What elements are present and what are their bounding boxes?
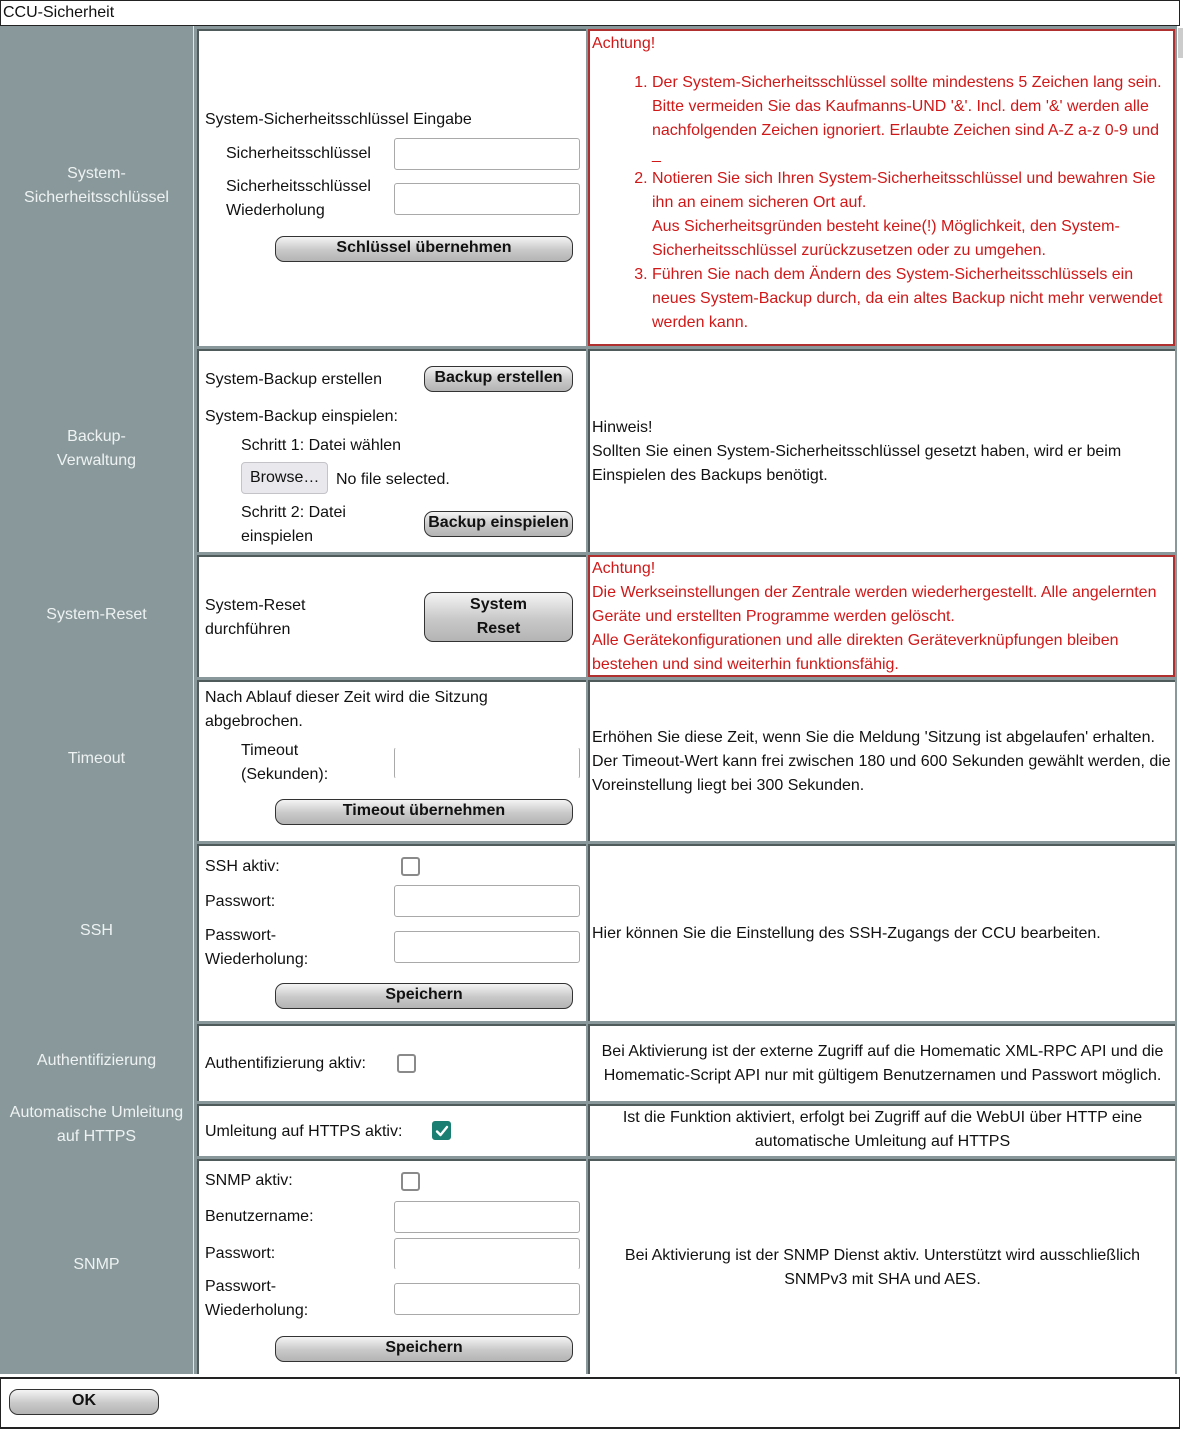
key-heading: System-Sicherheitsschlüssel Eingabe <box>205 111 472 128</box>
system-reset-button[interactable] <box>424 592 573 642</box>
window-title: CCU-Sicherheit <box>0 0 1180 26</box>
row-security-key <box>0 26 1177 346</box>
snmp-password-repeat-label-2: Wiederholung: <box>205 1302 309 1319</box>
security-key-repeat-input[interactable] <box>394 183 580 215</box>
key-label: Sicherheitsschlüssel <box>226 145 371 162</box>
scrollbar[interactable] <box>1178 28 1183 58</box>
create-backup-label: System-Backup erstellen <box>205 371 382 388</box>
step1-label: Schritt 1: Datei wählen <box>241 437 402 454</box>
snmp-password-input[interactable] <box>394 1238 580 1270</box>
auth-active-label: Authentifizierung aktiv: <box>205 1055 366 1072</box>
auth-form <box>197 1024 586 1101</box>
ssh-active-label: SSH aktiv: <box>205 858 280 875</box>
ssh-save-button[interactable]: Speichern <box>275 983 573 1009</box>
apply-timeout-button[interactable]: Timeout übernehmen <box>275 799 573 825</box>
file-status: No file selected. <box>336 471 450 488</box>
info-text: Hier können Sie die Einstellung des SSH-Zugangs der CCU bearbeiten. <box>592 924 1101 942</box>
warning-text: Alle Gerätekonfigurationen und alle direkten Geräteverknüpfungen bleiben bestehen und sind weiterhin funktionsfähig. <box>592 632 1119 673</box>
row-label: Timeout <box>0 677 194 841</box>
warning-item-text: Notieren Sie sich Ihren System-Sicherheitsschlüssel und bewahren Sie ihn an einem sicheren Ort auf. <box>652 170 1156 211</box>
timeout-form <box>197 680 586 841</box>
warning-item: 3. Führen Sie nach dem Ändern des System-Sicherheitsschlüssels ein neues System-Backup durch, da ein altes Backup nicht mehr verwendet werden kann. <box>652 263 1171 335</box>
timeout-description: Nach Ablauf dieser Zeit wird die Sitzung abgebrochen. <box>205 689 488 730</box>
dialog-footer <box>0 1377 1180 1429</box>
button-line: Reset <box>476 620 521 637</box>
settings-table <box>0 26 1177 1374</box>
snmp-save-button[interactable]: Speichern <box>275 1336 573 1362</box>
warning-item <box>652 167 1171 263</box>
key-repeat-label-1: Sicherheitsschlüssel <box>226 178 371 195</box>
warning-title: Achtung! <box>592 35 656 52</box>
auth-info <box>588 1024 1175 1101</box>
restore-backup-button[interactable]: Backup einspielen <box>424 511 573 537</box>
auth-active-checkbox[interactable] <box>397 1054 416 1073</box>
hint-text: Sollten Sie einen System-Sicherheitsschlüssel gesetzt haben, wird er beim Einspielen des Backups benötigt. <box>592 442 1122 484</box>
checkmark-icon <box>435 1124 449 1138</box>
ok-button[interactable]: OK <box>9 1389 159 1415</box>
warning-item-extra: Aus Sicherheitsgründen besteht keine(!) Möglichkeit, den System-Sicherheitsschlüssel zurückzusetzen oder zu umgehen. <box>652 218 1120 259</box>
warning-list <box>592 71 1171 335</box>
snmp-password-repeat-label-1: Passwort- <box>205 1278 277 1295</box>
ssh-password-repeat-label-1: Passwort- <box>205 927 277 944</box>
warning-text: Die Werkseinstellungen der Zentrale werden wiederhergestellt. Alle angelernten Geräte und erstellten Programme werden gelöscht. <box>592 584 1157 625</box>
timeout-info <box>588 680 1175 841</box>
row-label: Automatische Umleitung auf HTTPS <box>0 1101 194 1156</box>
info-text: Ist die Funktion aktiviert, erfolgt bei Zugriff auf die WebUI über HTTP eine automatische Umleitung auf HTTPS <box>622 1109 1143 1150</box>
row-system-reset <box>0 552 1177 677</box>
backup-form <box>197 349 586 552</box>
restore-backup-label: System-Backup einspielen: <box>205 408 398 425</box>
ssh-password-input[interactable] <box>394 885 580 917</box>
https-active-checkbox[interactable] <box>432 1121 451 1140</box>
row-backup <box>0 346 1177 552</box>
backup-hint <box>588 349 1175 552</box>
https-info <box>588 1104 1175 1156</box>
row-ssh <box>0 841 1177 1021</box>
row-snmp <box>0 1156 1177 1374</box>
create-backup-button[interactable]: Backup erstellen <box>424 366 573 392</box>
ssh-info <box>588 844 1175 1021</box>
row-timeout <box>0 677 1177 841</box>
info-text: Bei Aktivierung ist der SNMP Dienst aktiv. Unterstützt wird ausschließlich SNMPv3 mit SHA und AES. <box>624 1246 1141 1288</box>
https-form <box>197 1104 586 1156</box>
security-key-warning <box>588 29 1175 346</box>
row-label: SNMP <box>0 1156 194 1374</box>
step2-label-2: einspielen <box>241 528 314 545</box>
reset-form <box>197 555 586 677</box>
browse-button[interactable]: Browse… <box>241 462 328 494</box>
reset-label-1: System-Reset <box>205 597 306 614</box>
snmp-password-repeat-input[interactable] <box>394 1283 580 1315</box>
snmp-active-label: SNMP aktiv: <box>205 1172 293 1189</box>
row-label: Authentifizierung <box>0 1021 194 1101</box>
snmp-active-checkbox[interactable] <box>401 1172 420 1191</box>
ssh-active-checkbox[interactable] <box>401 857 420 876</box>
https-active-label: Umleitung auf HTTPS aktiv: <box>205 1123 403 1140</box>
warning-title: Achtung! <box>592 560 656 577</box>
row-label: System-Reset <box>0 552 194 677</box>
reset-label-2: durchführen <box>205 621 291 638</box>
snmp-info <box>588 1159 1175 1374</box>
row-https-redirect <box>0 1101 1177 1156</box>
snmp-user-label: Benutzername: <box>205 1208 314 1225</box>
ssh-form <box>197 844 586 1021</box>
warning-item: 1. Der System-Sicherheitsschlüssel sollte mindestens 5 Zeichen lang sein. Bitte vermeiden Sie das Kaufmanns-UND '&'. Incl. dem '&' werden alle nachfolgenden Zeichen ignoriert. Erlaubte Zeichen sind A-Z a-z 0-9 und _ <box>652 71 1171 167</box>
snmp-form <box>197 1159 586 1374</box>
ssh-password-repeat-input[interactable] <box>394 931 580 963</box>
ssh-password-repeat-label-2: Wiederholung: <box>205 951 309 968</box>
row-label: SSH <box>0 841 194 1021</box>
step2-label-1: Schritt 2: Datei <box>241 504 346 521</box>
button-line: System <box>470 596 527 613</box>
key-repeat-label-2: Wiederholung <box>226 202 325 219</box>
hint-title: Hinweis! <box>592 418 653 436</box>
snmp-user-input[interactable] <box>394 1201 580 1233</box>
row-label: System-Sicherheitsschlüssel <box>0 26 194 346</box>
row-label: Backup-Verwaltung <box>0 346 194 552</box>
apply-key-button[interactable]: Schlüssel übernehmen <box>275 236 573 262</box>
info-text: Erhöhen Sie diese Zeit, wenn Sie die Meldung 'Sitzung ist abgelaufen' erhalten. <box>592 728 1155 746</box>
timeout-label-2: (Sekunden): <box>241 766 329 783</box>
timeout-label-1: Timeout <box>241 742 299 759</box>
info-text: Der Timeout-Wert kann frei zwischen 180 und 600 Sekunden gewählt werden, die Voreinstellung liegt bei 300 Sekunden. <box>592 752 1171 794</box>
snmp-password-label: Passwort: <box>205 1245 276 1262</box>
security-key-input[interactable] <box>394 138 580 170</box>
ssh-password-label: Passwort: <box>205 893 276 910</box>
security-key-form <box>197 29 586 346</box>
reset-warning <box>588 555 1175 677</box>
timeout-input[interactable] <box>394 747 580 779</box>
row-authentication <box>0 1021 1177 1101</box>
info-text: Bei Aktivierung ist der externe Zugriff auf die Homematic XML-RPC API und die Homematic-Script API nur mit gültigem Benutzernamen und Passwort möglich. <box>601 1042 1164 1084</box>
